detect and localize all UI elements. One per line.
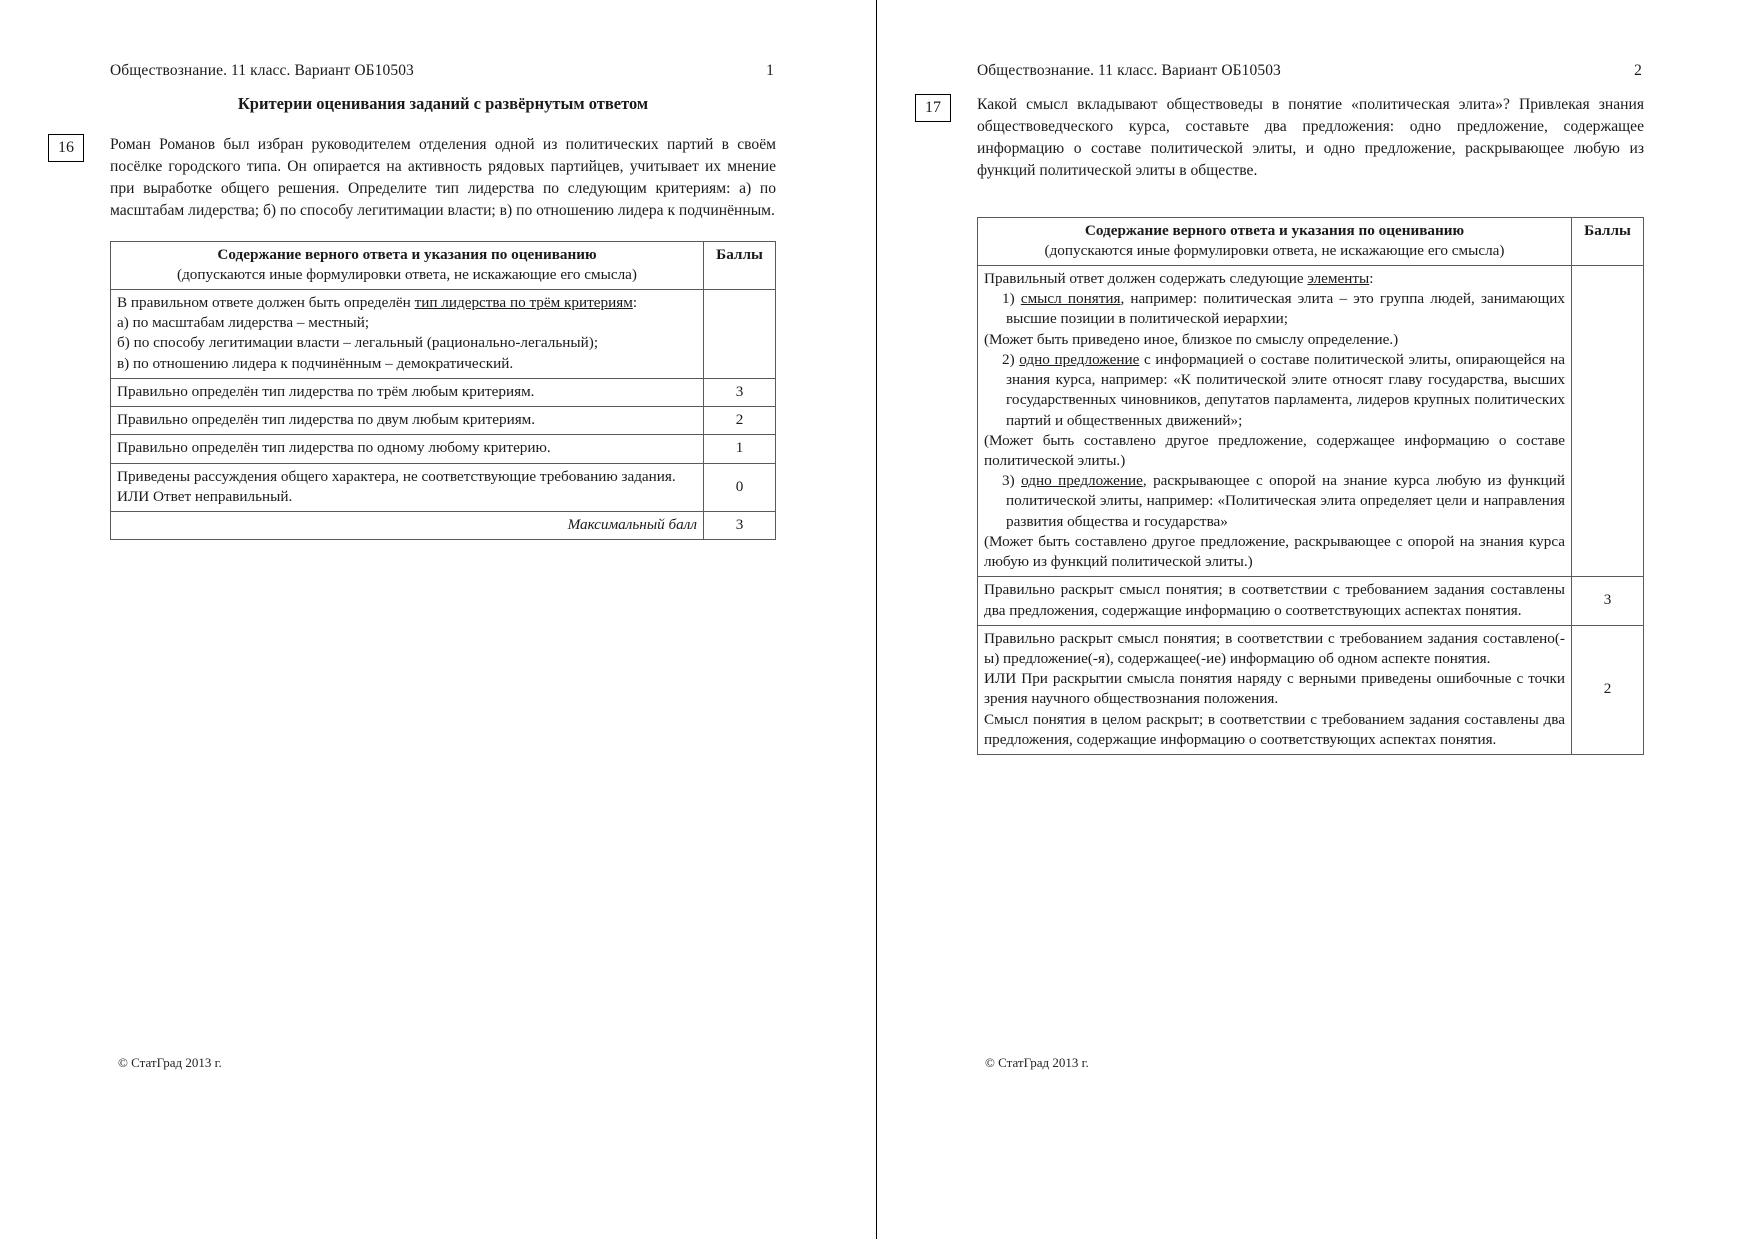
answer-intro-underline: тип лидерства по трём критериям [414,294,633,311]
criteria-cell: Правильно определён тип лидерства по двум любым критериям. [111,407,704,435]
task-text [110,134,776,223]
table-header-content [111,241,704,289]
page-footer-right: © СтатГрад 2013 г. [985,1055,1089,1070]
criteria-cell: Правильно раскрыт смысл понятия; в соответствии с требованием задания составлены два предложения, содержащие информацию о соответствующих аспектах понятия. [978,577,1572,625]
table-header-content [978,217,1572,265]
criteria-cell-line1: Приведены рассуждения общего характера, не соответствующие требованию задания. [117,467,676,485]
answer-item-underline: одно предложение [1021,472,1143,490]
answer-item-3-note: (Может быть составлено другое предложение, раскрывающее с опорой на знания курса любую из функций политической элиты.) [984,532,1565,571]
table-header-row [978,217,1644,265]
page-number-left: 1 [766,62,774,79]
score-cell: 2 [1572,625,1644,754]
answer-item-3 [1002,471,1566,532]
criteria-cell [978,625,1572,754]
score-cell: 0 [704,463,776,511]
table-header-score: Баллы [1572,217,1644,265]
page-right [877,0,1754,1239]
page-title: Критерии оценивания заданий с развёрнутым ответом [237,94,649,113]
criteria-cell-line3: Смысл понятия в целом раскрыт; в соответствии с требованием задания составлены два предложения, содержащие информацию о соответствующих аспектах понятия. [984,710,1565,748]
running-head-title: Обществознание. 11 класс. Вариант ОБ10503 [110,62,414,79]
task-block-17 [925,94,1644,183]
answer-item-2-note: (Может быть составлено другое предложение, содержащее информацию о составе политической элиты.) [984,431,1565,469]
answer-line-b: б) по способу легитимации власти – легальный (рационально-легальный); [117,334,599,352]
running-head-title: Обществознание. 11 класс. Вариант ОБ10503 [977,62,1281,79]
table-header-content-line2: (допускаются иные формулировки ответа, не искажающие его смысла) [1044,241,1505,259]
criteria-cell-line2: ИЛИ Ответ неправильный. [117,487,293,505]
answer-intro-post: : [632,294,638,311]
answer-line-a: а) по масштабам лидерства – местный; [117,314,370,332]
table-header-content-line1: Содержание верного ответа и указания по оцениванию [1084,221,1465,239]
answer-item-1-note: (Может быть приведено иное, близкое по смыслу определение.) [984,330,1399,348]
score-cell [1572,266,1644,577]
score-cell [704,290,776,379]
criteria-cell [111,463,704,511]
page-number-right: 2 [1634,62,1642,79]
answer-intro [117,293,697,313]
max-score-label: Максимальный балл [111,511,704,539]
table-row [111,463,776,511]
table-header-row [111,241,776,289]
table-row [978,266,1644,577]
task-text-paragraph: Какой смысл вкладывают обществоведы в понятие «политическая элита»? Привлекая знания обществоведческого курса, составьте два предложения: одно предложение, содержащее информацию о составе политической элиты, и одно предложение, раскрывающее любую из функций политической элиты в обществе. [977,96,1644,180]
answer-item-text: , например: политическая элита – это группа людей, занимающих высшие позиции в политической иерархии; [1006,290,1565,328]
answer-intro-post: : [1369,270,1374,287]
criteria-cell-answer [978,266,1572,577]
criteria-table-16 [110,241,776,541]
answer-item-text: , раскрывающее с опорой на знание курса любую из функций политической элиты, например: «Политическая элита определяет цели и направления развития общества и государства» [1006,472,1566,530]
answer-item-marker: 1) [1002,290,1015,308]
criteria-cell: Правильно определён тип лидерства по трём любым критериям. [111,378,704,406]
running-head-left [110,62,776,80]
criteria-cell-line2: ИЛИ При раскрытии смысла понятия наряду с верными приведены ошибочные с точки зрения научного обществознания положения. [984,670,1565,708]
task-text-paragraph: Роман Романов был избран руководителем отделения одной из политических партий в своём посёлке городского типа. Он опирается на активность рядовых партийцев, учитывает их мнение при выработке общего решения. Определите тип лидерства по следующим критериям: а) по масштабам лидерства; б) по способу легитимации власти; в) по отношению лидера к подчинённым. [110,136,776,220]
answer-item-marker: 3) [1002,472,1015,490]
table-row-max-score [111,511,776,539]
table-row [978,577,1644,625]
answer-intro [984,269,1565,289]
table-row [111,378,776,406]
task-block-16 [58,134,776,223]
answer-item-1 [1002,289,1565,329]
answer-item-underline: смысл понятия [1020,290,1121,308]
answer-item-underline: одно предложение [1019,350,1140,368]
table-header-score: Баллы [704,241,776,289]
answer-item-2 [1002,350,1566,431]
table-header-content-line2: (допускаются иные формулировки ответа, не искажающие его смысла) [177,265,637,283]
score-cell: 2 [704,407,776,435]
answer-intro-pre: Правильный ответ должен содержать следующие [984,270,1308,287]
page-footer-left: © СтатГрад 2013 г. [118,1055,222,1070]
answer-item-text: с информацией о составе политической элиты, опирающейся на знания курса, например: «К политической элите относят главу государства, высших государственных чиновников, депутатов парламента, лидеров крупных политических партий и общественных движений»; [1006,350,1566,429]
answer-line-c: в) по отношению лидера к подчинённым – демократический. [117,354,514,372]
criteria-cell-answer [111,290,704,379]
score-cell: 3 [704,378,776,406]
task-number-badge: 17 [915,94,951,122]
criteria-table-17 [977,217,1644,755]
table-row [111,435,776,463]
task-text [977,94,1644,183]
running-head-right [977,62,1644,80]
criteria-cell: Правильно определён тип лидерства по одному любому критерию. [111,435,704,463]
task-number-badge: 16 [48,134,84,162]
answer-intro-underline: элементы [1307,270,1370,287]
score-cell: 1 [704,435,776,463]
table-row [111,407,776,435]
score-cell: 3 [1572,577,1644,625]
answer-intro-pre: В правильном ответе должен быть определён [117,294,415,311]
table-row [978,625,1644,754]
max-score-value: 3 [704,511,776,539]
answer-item-marker: 2) [1002,350,1015,368]
table-row [111,290,776,379]
criteria-cell-line1: Правильно раскрыт смысл понятия; в соответствии с требованием задания составлено(-ы) предложение(-я), содержащее(-ие) информацию об одном аспекте понятия. [984,629,1565,667]
table-header-content-line1: Содержание верного ответа и указания по оцениванию [217,245,597,263]
